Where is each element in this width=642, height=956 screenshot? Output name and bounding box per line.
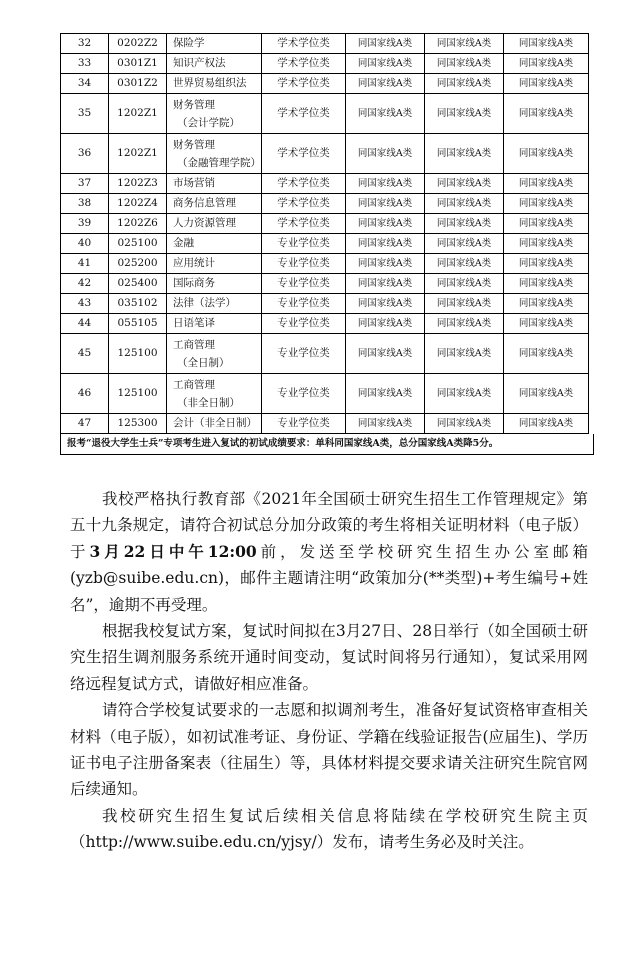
cell-line1: 同国家线A类 [346, 214, 425, 234]
paragraph-retest-time: 根据我校复试方案，复试时间拟在3月27日、28日举行（如全国硕士研究生招生调剂服务系统开通时间变动，复试时间将另行通知），复试采用网络远程复试方式，请做好相应准备。 [70, 622, 588, 693]
cell-line3: 同国家线A类 [504, 174, 589, 194]
cell-major [167, 254, 262, 274]
table-row [61, 414, 589, 434]
major-line: 金融 [173, 237, 194, 249]
cell-line3: 同国家线A类 [504, 234, 589, 254]
paragraph-policy-bonus [70, 486, 588, 618]
cell-line1: 同国家线A类 [346, 134, 425, 174]
cell-line1: 同国家线A类 [346, 34, 425, 54]
major-line: 保险学 [173, 37, 205, 49]
cell-type: 学术学位类 [262, 54, 346, 74]
cell-no: 42 [61, 274, 109, 294]
major-line: （会计学院） [177, 116, 240, 129]
cell-type: 学术学位类 [262, 74, 346, 94]
cell-line3: 同国家线A类 [504, 54, 589, 74]
cell-no: 33 [61, 54, 109, 74]
cell-line3: 同国家线A类 [504, 94, 589, 134]
cell-type: 专业学位类 [262, 254, 346, 274]
major-line: （非全日制） [177, 396, 240, 409]
score-table [60, 33, 588, 455]
body-text [70, 486, 588, 856]
cell-major [167, 314, 262, 334]
cell-type: 专业学位类 [262, 294, 346, 314]
table-note: 报考“退役大学生士兵”专项考生进入复试的初试成绩要求：单科同国家线A类，总分国家线A类降5分。 [60, 434, 594, 455]
cell-code: 125100 [109, 374, 167, 414]
cell-line1: 同国家线A类 [346, 54, 425, 74]
paragraph-text: 前，发送至学校研究生招生办公室邮箱(yzb@suibe.edu.cn)，邮件主题请注明“政策加分(**类型)+考生编号+姓名”，逾期不再受理。 [70, 542, 588, 614]
major-line: （金融管理学院） [177, 156, 261, 169]
cell-line2: 同国家线A类 [425, 234, 504, 254]
cell-code: 0202Z2 [109, 34, 167, 54]
cell-line3: 同国家线A类 [504, 294, 589, 314]
major-line: 市场营销 [173, 177, 215, 189]
major-line: 工商管理 [173, 338, 215, 351]
table-row [61, 254, 589, 274]
cell-major [167, 74, 262, 94]
cell-line1: 同国家线A类 [346, 274, 425, 294]
table-row [61, 234, 589, 254]
cell-code: 0301Z1 [109, 54, 167, 74]
cell-no: 34 [61, 74, 109, 94]
cell-line1: 同国家线A类 [346, 374, 425, 414]
major-line: 商务信息管理 [173, 197, 236, 209]
cell-line2: 同国家线A类 [425, 214, 504, 234]
cell-line2: 同国家线A类 [425, 174, 504, 194]
major-line: 财务管理 [173, 98, 215, 111]
major-line: 会计（非全日制） [173, 417, 257, 429]
cell-major [167, 194, 262, 214]
cell-code: 1202Z6 [109, 214, 167, 234]
cell-line2: 同国家线A类 [425, 294, 504, 314]
paragraph-notice: 我校研究生招生复试后续相关信息将陆续在学校研究生院主页（http://www.suibe.edu.cn/yjsy/）发布，请考生务必及时关注。 [70, 806, 588, 852]
cell-line3: 同国家线A类 [504, 34, 589, 54]
cell-code: 055105 [109, 314, 167, 334]
table-row [61, 74, 589, 94]
cell-line2: 同国家线A类 [425, 94, 504, 134]
cell-line3: 同国家线A类 [504, 374, 589, 414]
cell-no: 40 [61, 234, 109, 254]
paragraph-materials: 请符合学校复试要求的一志愿和拟调剂考生，准备好复试资格审查相关材料（电子版），如初试准考证、身份证、学籍在线验证报告(应届生)、学历证书电子注册备案表（往届生）等，具体材料提交要求请关注研究生院官网后续通知。 [70, 701, 588, 799]
cell-line2: 同国家线A类 [425, 194, 504, 214]
cell-major [167, 334, 262, 374]
cell-no: 38 [61, 194, 109, 214]
cell-line1: 同国家线A类 [346, 254, 425, 274]
table-row [61, 314, 589, 334]
cell-line2: 同国家线A类 [425, 254, 504, 274]
table-row [61, 214, 589, 234]
major-line: 知识产权法 [173, 57, 226, 69]
table-row [61, 194, 589, 214]
cell-major [167, 134, 262, 174]
paragraph-text: 我校严格执行教育部《2021年全国硕士研究生招生工作管理规定》第五十九条规定，请符合初试总分加分政策的考生将相关证明材料（电子版）于 [70, 490, 588, 561]
major-line: （全日制） [177, 356, 230, 369]
table-row [61, 274, 589, 294]
major-line: 日语笔译 [173, 317, 215, 329]
major-line: 人力资源管理 [173, 217, 236, 229]
cell-code: 025100 [109, 234, 167, 254]
cell-type: 学术学位类 [262, 194, 346, 214]
cell-line1: 同国家线A类 [346, 414, 425, 434]
cell-line2: 同国家线A类 [425, 274, 504, 294]
major-line: 应用统计 [173, 257, 215, 269]
cell-line3: 同国家线A类 [504, 214, 589, 234]
cell-line3: 同国家线A类 [504, 134, 589, 174]
cell-no: 46 [61, 374, 109, 414]
major-line: 工商管理 [173, 378, 215, 391]
cell-code: 1202Z1 [109, 94, 167, 134]
cell-line3: 同国家线A类 [504, 274, 589, 294]
cell-code: 125300 [109, 414, 167, 434]
deadline-text: 3月22日中午12:00 [89, 541, 257, 561]
table-row [61, 94, 589, 134]
cell-no: 41 [61, 254, 109, 274]
cell-major [167, 374, 262, 414]
table-row [61, 174, 589, 194]
cell-no: 39 [61, 214, 109, 234]
cell-no: 32 [61, 34, 109, 54]
cell-type: 专业学位类 [262, 374, 346, 414]
cell-line1: 同国家线A类 [346, 294, 425, 314]
cell-line2: 同国家线A类 [425, 74, 504, 94]
cell-type: 学术学位类 [262, 174, 346, 194]
cell-type: 学术学位类 [262, 34, 346, 54]
table-row [61, 374, 589, 414]
cell-line2: 同国家线A类 [425, 374, 504, 414]
cell-code: 0301Z2 [109, 74, 167, 94]
cell-code: 025400 [109, 274, 167, 294]
cell-line1: 同国家线A类 [346, 334, 425, 374]
score-table-grid [60, 33, 589, 434]
cell-line3: 同国家线A类 [504, 314, 589, 334]
table-row [61, 134, 589, 174]
cell-type: 专业学位类 [262, 314, 346, 334]
cell-no: 43 [61, 294, 109, 314]
cell-major [167, 174, 262, 194]
cell-code: 1202Z4 [109, 194, 167, 214]
cell-no: 47 [61, 414, 109, 434]
table-row [61, 334, 589, 374]
cell-type: 专业学位类 [262, 234, 346, 254]
cell-no: 35 [61, 94, 109, 134]
cell-major [167, 94, 262, 134]
cell-code: 1202Z1 [109, 134, 167, 174]
major-line: 法律（法学） [173, 297, 236, 309]
cell-line2: 同国家线A类 [425, 314, 504, 334]
cell-code: 035102 [109, 294, 167, 314]
cell-no: 44 [61, 314, 109, 334]
cell-line2: 同国家线A类 [425, 334, 504, 374]
cell-type: 学术学位类 [262, 214, 346, 234]
major-line: 国际商务 [173, 277, 215, 289]
cell-line3: 同国家线A类 [504, 414, 589, 434]
cell-line2: 同国家线A类 [425, 34, 504, 54]
cell-line3: 同国家线A类 [504, 194, 589, 214]
cell-type: 学术学位类 [262, 134, 346, 174]
cell-line2: 同国家线A类 [425, 54, 504, 74]
cell-no: 45 [61, 334, 109, 374]
cell-line1: 同国家线A类 [346, 194, 425, 214]
cell-type: 专业学位类 [262, 414, 346, 434]
cell-code: 1202Z3 [109, 174, 167, 194]
cell-line1: 同国家线A类 [346, 174, 425, 194]
cell-line1: 同国家线A类 [346, 74, 425, 94]
cell-line3: 同国家线A类 [504, 74, 589, 94]
cell-line1: 同国家线A类 [346, 234, 425, 254]
cell-line1: 同国家线A类 [346, 94, 425, 134]
cell-type: 专业学位类 [262, 334, 346, 374]
cell-major [167, 214, 262, 234]
cell-line1: 同国家线A类 [346, 314, 425, 334]
cell-line3: 同国家线A类 [504, 334, 589, 374]
table-body [61, 34, 589, 434]
cell-major [167, 414, 262, 434]
table-row [61, 34, 589, 54]
major-line: 世界贸易组织法 [173, 77, 247, 89]
cell-type: 专业学位类 [262, 274, 346, 294]
cell-no: 37 [61, 174, 109, 194]
cell-line2: 同国家线A类 [425, 134, 504, 174]
cell-major [167, 294, 262, 314]
table-row [61, 54, 589, 74]
cell-type: 学术学位类 [262, 94, 346, 134]
cell-no: 36 [61, 134, 109, 174]
cell-line2: 同国家线A类 [425, 414, 504, 434]
cell-line3: 同国家线A类 [504, 254, 589, 274]
cell-major [167, 54, 262, 74]
cell-code: 025200 [109, 254, 167, 274]
table-row [61, 294, 589, 314]
cell-major [167, 274, 262, 294]
cell-code: 125100 [109, 334, 167, 374]
major-line: 财务管理 [173, 138, 215, 151]
cell-major [167, 34, 262, 54]
cell-major [167, 234, 262, 254]
